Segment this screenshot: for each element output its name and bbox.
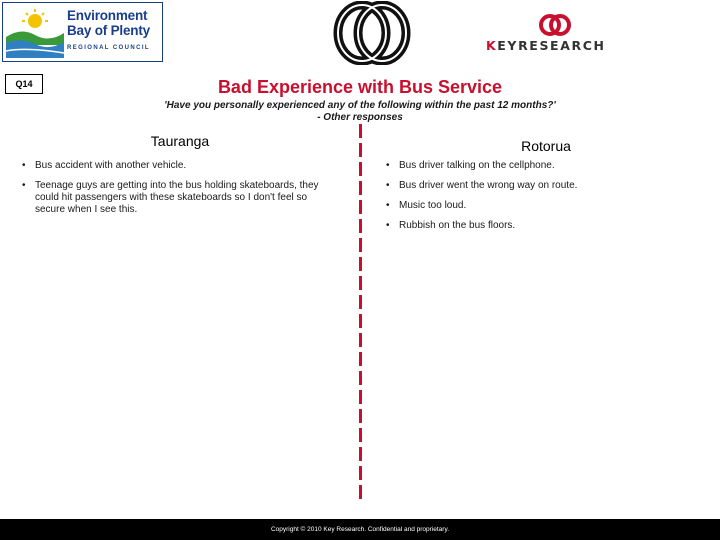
wordmark-rest: EYRESEARCH [497, 38, 606, 53]
response-text: Bus driver went the wrong way on route. [399, 180, 578, 191]
tauranga-heading: Tauranga [150, 133, 210, 149]
ebop-name-line1: Environment [67, 8, 148, 23]
column-divider [359, 124, 362, 504]
response-text: Bus driver talking on the cellphone. [399, 160, 555, 171]
copyright-footer: Copyright © 2010 Key Research. Confidential and proprietary. [0, 519, 720, 540]
slide-title: Bad Experience with Bus Service [217, 77, 503, 97]
list-item [384, 160, 704, 172]
response-text: Bus accident with another vehicle. [35, 160, 187, 171]
response-text: Music too loud. [399, 200, 467, 211]
list-item [20, 160, 335, 172]
list-item [384, 220, 704, 232]
bullet-icon: • [386, 160, 390, 171]
list-item [20, 180, 335, 216]
bullet-icon: • [386, 220, 390, 231]
wordmark-k: K [486, 38, 498, 53]
ebop-name-line3: REGIONAL COUNCIL [67, 45, 150, 51]
bullet-icon: • [386, 180, 390, 191]
ebop-emblem-icon [6, 7, 64, 58]
rotorua-responses [384, 160, 704, 240]
slide-title-wrap [0, 77, 720, 98]
list-item [384, 180, 704, 192]
key-research-rings-icon [538, 14, 572, 36]
bullet-icon: • [386, 200, 390, 211]
key-research-wordmark [486, 38, 606, 53]
question-label: Q14 [5, 74, 43, 94]
response-text: Rubbish on the bus floors. [399, 220, 516, 231]
tauranga-responses [20, 160, 335, 224]
question-text-line1: 'Have you personally experienced any of the following within the past 12 months?' [164, 100, 556, 111]
list-item [384, 200, 704, 212]
question-text [80, 100, 640, 124]
environment-bop-logo [2, 2, 163, 62]
ebop-name-line2: Bay of Plenty [67, 23, 150, 38]
interlocking-rings-icon [332, 1, 412, 65]
response-text: Teenage guys are getting into the bus holding skateboards, they could hit passengers with these skateboards so I don't feel so secure when I see this. [35, 180, 319, 215]
bullet-icon: • [22, 160, 26, 171]
rotorua-heading: Rotorua [521, 138, 571, 154]
bullet-icon: • [22, 180, 26, 191]
question-text-line2: - Other responses [317, 112, 403, 123]
